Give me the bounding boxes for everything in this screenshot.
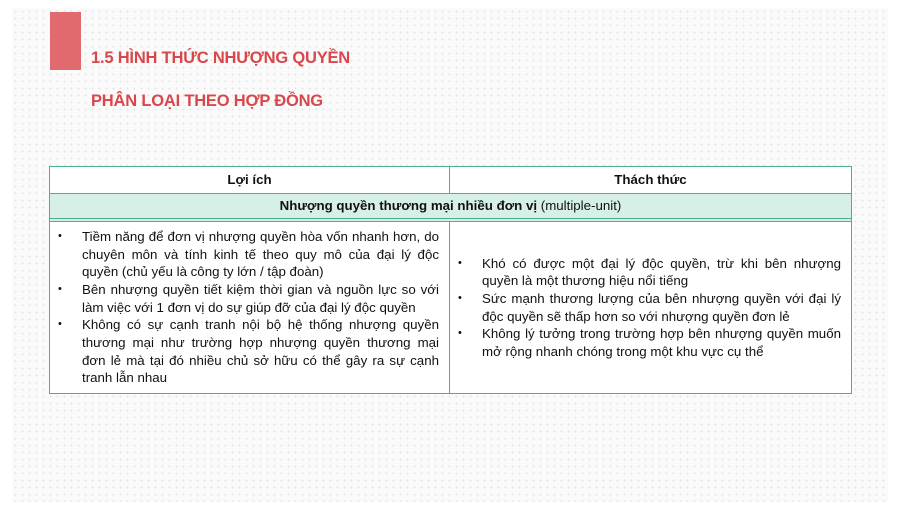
slide-subtitle: PHÂN LOẠI THEO HỢP ĐỒNG	[91, 92, 323, 110]
benefits-list	[58, 228, 439, 387]
column-header-benefits: Lợi ích	[50, 167, 450, 194]
content-row	[50, 222, 852, 394]
challenge-text: Không lý tưởng trong trường hợp bên nhượng quyền muốn mở rộng nhanh chóng trong một khu vực cụ thể	[482, 326, 841, 359]
list-item	[458, 255, 841, 290]
table-header-row	[50, 167, 852, 194]
section-header-bold: Nhượng quyền thương mại nhiều đơn vị	[279, 198, 538, 214]
bullet-icon: •	[58, 318, 62, 331]
slide-title: 1.5 HÌNH THỨC NHƯỢNG QUYỀN	[91, 49, 351, 67]
challenges-list	[458, 255, 841, 361]
challenge-text: Sức mạnh thương lượng của bên nhượng quyền với đại lý độc quyền sẽ thấp hơn so với nhượng quyền đơn lẻ	[482, 290, 841, 324]
bullet-icon: •	[458, 327, 462, 340]
section-header-suffix: (multiple-unit)	[537, 198, 622, 214]
bullet-icon: •	[458, 256, 462, 269]
list-item	[458, 290, 841, 325]
list-item	[458, 325, 841, 360]
benefit-text: Tiềm năng để đơn vị nhượng quyền hòa vốn nhanh hơn, do chuyên môn và tính kinh tế theo quy mô của đại lý độc quyền (chủ yếu là công ty lớn / tập đoàn)	[82, 229, 439, 280]
section-header-row	[50, 194, 852, 219]
list-item	[58, 281, 439, 316]
bullet-icon: •	[58, 230, 62, 242]
challenge-text: Khó có được một đại lý độc quyền, trừ khi bên nhượng quyền là một thương hiệu nổi tiếng	[482, 255, 841, 289]
benefits-cell	[50, 222, 450, 394]
list-item	[58, 228, 439, 281]
challenges-cell	[450, 222, 852, 394]
accent-bar	[50, 12, 81, 70]
bullet-icon: •	[458, 291, 462, 304]
bullet-icon: •	[58, 283, 62, 296]
benefit-text: Bên nhượng quyền tiết kiệm thời gian và nguồn lực so với làm việc với 1 đơn vị do sự giúp đỡ của đại lý độc quyền	[82, 282, 439, 315]
benefit-text: Không có sự cạnh tranh nội bộ hệ thống nhượng quyền thương mại như trường hợp nhượng quyền thương mại đơn lẻ mà tại đó nhiều chủ sở hữu có thể gây ra sự cạnh tranh lẫn nhau	[82, 317, 439, 386]
comparison-table	[49, 166, 852, 394]
section-header	[50, 194, 852, 219]
column-header-challenges: Thách thức	[450, 167, 852, 194]
list-item	[58, 316, 439, 387]
